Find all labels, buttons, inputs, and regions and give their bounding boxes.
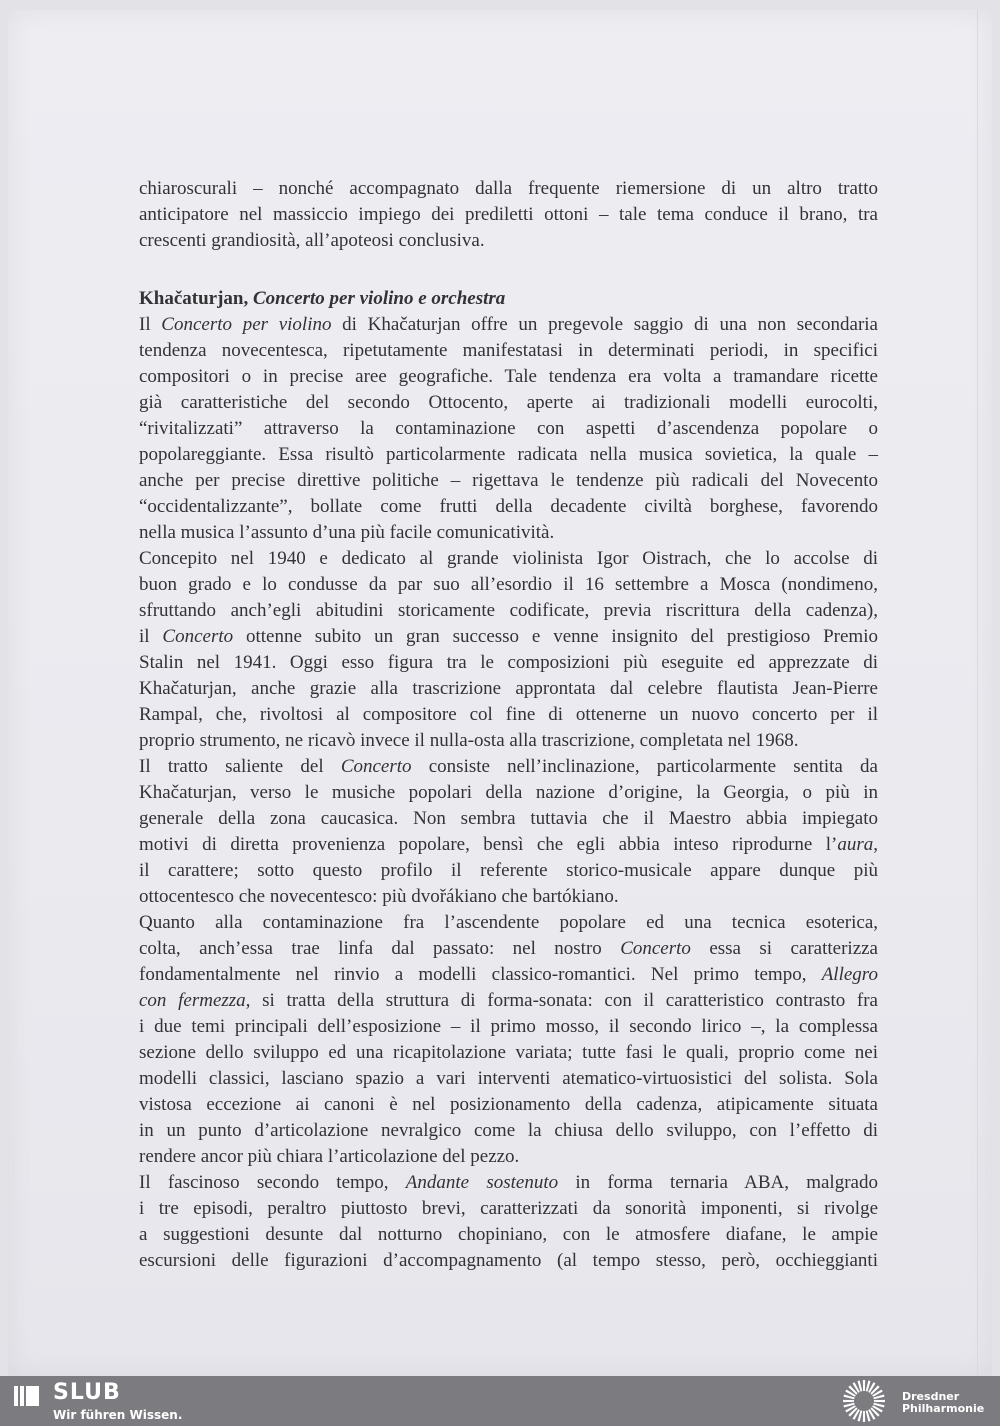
italic-title: Concerto per violino [161, 314, 332, 335]
text-line: Concepito nel 1940 e dedicato al grande violinista Igor Oistrach, che lo accolse di [139, 548, 878, 569]
text-line: anche per precise direttive politiche – rigettava le tendenze più radicali del Novecento [139, 470, 878, 491]
text-line: il Concerto ottenne subito un gran successo e venne insignito del prestigioso Premio [139, 626, 878, 647]
text-line: Il Concerto per violino di Khačaturjan offre un pregevole saggio di una non secondaria [139, 314, 878, 335]
text-line: colta, anch’essa trae linfa dal passato: nel nostro Concerto essa si caratterizza [139, 938, 878, 959]
text-line: tendenza novecentesca, ripetutamente manifestatasi in determinati periodi, in specifici [139, 340, 878, 361]
paragraph [139, 1170, 878, 1274]
text-line: “occidentalizzante”, bollate come frutti della decadente civiltà borghese, favorendo [139, 496, 878, 517]
text-line: vistosa eccezione ai canoni è nel posizionamento della cadenza, atipicamente situata [139, 1094, 878, 1115]
text-line: il carattere; sotto questo profilo il referente storico-musicale appare dunque più [139, 860, 878, 881]
paragraph [139, 312, 878, 546]
paragraph [139, 754, 878, 910]
text-line: ottocentesco che novecentesco: più dvořákiano che bartókiano. [139, 886, 619, 907]
text-line: modelli classici, lasciano spazio a vari interventi atematico-virtuosistici del solista. Sola [139, 1068, 878, 1089]
text-line: Khačaturjan, anche grazie alla trascrizione approntata dal celebre flautista Jean-Pierre [139, 678, 878, 699]
text-line: Rampal, che, rivoltosi al compositore col fine di ottenerne un nuovo concerto per il [139, 704, 878, 725]
text-line: a suggestioni desunte dal notturno chopiniano, con le atmosfere diafane, le ampie [139, 1224, 878, 1245]
text-line: sezione dello sviluppo ed una ricapitolazione variata; tutte fasi le quali, proprio come nei [139, 1042, 878, 1063]
intro-paragraph [139, 176, 878, 254]
text-line: popolareggiante. Essa risultò particolarmente radicata nella musica sovietica, la quale – [139, 444, 878, 465]
italic-title: aura [837, 834, 874, 855]
partner-name-line2: Philharmonie [902, 1402, 985, 1415]
italic-title: Concerto [340, 756, 412, 777]
text-line: fondamentalmente nel rinvio a modelli classico-romantici. Nel primo tempo, Allegro [139, 964, 878, 985]
text-line: Il tratto saliente del Concerto consiste nell’inclinazione, particolarmente sentita da [139, 756, 878, 777]
paragraph [139, 546, 878, 754]
section-body [139, 312, 878, 1274]
text-line: compositori o in precise aree geografiche. Tale tendenza era volta a tramandare ricette [139, 366, 878, 387]
text-line: crescenti grandiosità, all’apoteosi conclusiva. [139, 230, 485, 251]
text-line: sfruttando anch’egli abitudini storicamente codificate, previa riscrittura della cadenza), [139, 600, 878, 621]
text-line: nella musica l’assunto d’una più facile comunicatività. [139, 522, 555, 543]
italic-title: con fermezza, [139, 990, 251, 1011]
heading-work-title: Concerto per violino e orchestra [253, 288, 506, 309]
italic-title: Allegro [821, 964, 878, 985]
text-line: anticipatore nel massiccio impiego dei prediletti ottoni – tale tema conduce il brano, tra [139, 204, 878, 225]
italic-title: Andante sostenuto [405, 1172, 559, 1193]
philharmonie-logo-icon [842, 1379, 886, 1423]
scanned-page [8, 10, 992, 1376]
logo-ray [863, 1411, 865, 1422]
text-line: generale della zona caucasica. Non sembra tuttavia che il Maestro abbia impiegato [139, 808, 878, 829]
text-line: già caratteristiche del secondo Ottocento, aperte ai tradizionali modelli eurocolti, [139, 392, 878, 413]
text-line: rendere ancor più chiara l’articolazione del pezzo. [139, 1146, 520, 1167]
text-line: proprio strumento, ne ricavò invece il nulla-osta alla trascrizione, completata nel 1968. [139, 730, 799, 751]
text-line: i due temi principali dell’esposizione – il primo mosso, il secondo lirico –, la complessa [139, 1016, 878, 1037]
text-line: escursioni delle figurazioni d’accompagnamento (al tempo stesso, però, occhieggianti [139, 1250, 878, 1271]
footer-bar [0, 1376, 1000, 1426]
slub-logo-icon [14, 1384, 40, 1408]
partner-name [902, 1391, 984, 1415]
body-text [139, 176, 878, 1274]
text-line: i tre episodi, peraltro piuttosto brevi, caratterizzati da sonorità imponenti, si rivolge [139, 1198, 878, 1219]
logo-ray [843, 1400, 854, 1402]
text-line: buon grado e lo condusse da par suo all’esordio il 16 settembre a Mosca (nondimeno, [139, 574, 878, 595]
heading-composer: Khačaturjan, [139, 288, 253, 309]
slub-name: SLUB [53, 1380, 121, 1405]
text-line: in un punto d’articolazione nevralgico come la chiusa dello sviluppo, con l’effetto di [139, 1120, 878, 1141]
partner-name-line1: Dresdner [902, 1390, 960, 1403]
text-line: Quanto alla contaminazione fra l’ascendente popolare ed una tecnica esoterica, [139, 912, 878, 933]
text-line: con fermezza, si tratta della struttura di forma-sonata: con il caratteristico contrasto fra [139, 990, 878, 1011]
paragraph [139, 910, 878, 1170]
italic-title: Concerto [620, 938, 691, 959]
text-line: Il fascinoso secondo tempo, Andante sostenuto in forma ternaria ABA, malgrado [139, 1172, 878, 1193]
logo-ray [863, 1380, 865, 1391]
text-line: “rivitalizzati” attraverso la contaminazione con aspetti d’ascendenza popolare o [139, 418, 878, 439]
text-line: chiaroscurali – nonché accompagnato dalla frequente riemersione di un altro tratto [139, 178, 878, 199]
section-heading [139, 286, 878, 312]
text-line: motivi di diretta provenienza popolare, bensì che egli abbia inteso riprodurne l’aura, [139, 834, 878, 855]
italic-title: Concerto [162, 626, 234, 647]
section-gap [139, 254, 878, 286]
text-line: Khačaturjan, verso le musiche popolari della nazione d’origine, la Georgia, o più in [139, 782, 878, 803]
text-line: Stalin nel 1941. Oggi esso figura tra le composizioni più eseguite ed apprezzate di [139, 652, 878, 673]
slub-tagline: Wir führen Wissen. [53, 1408, 183, 1422]
logo-ray [874, 1400, 885, 1402]
